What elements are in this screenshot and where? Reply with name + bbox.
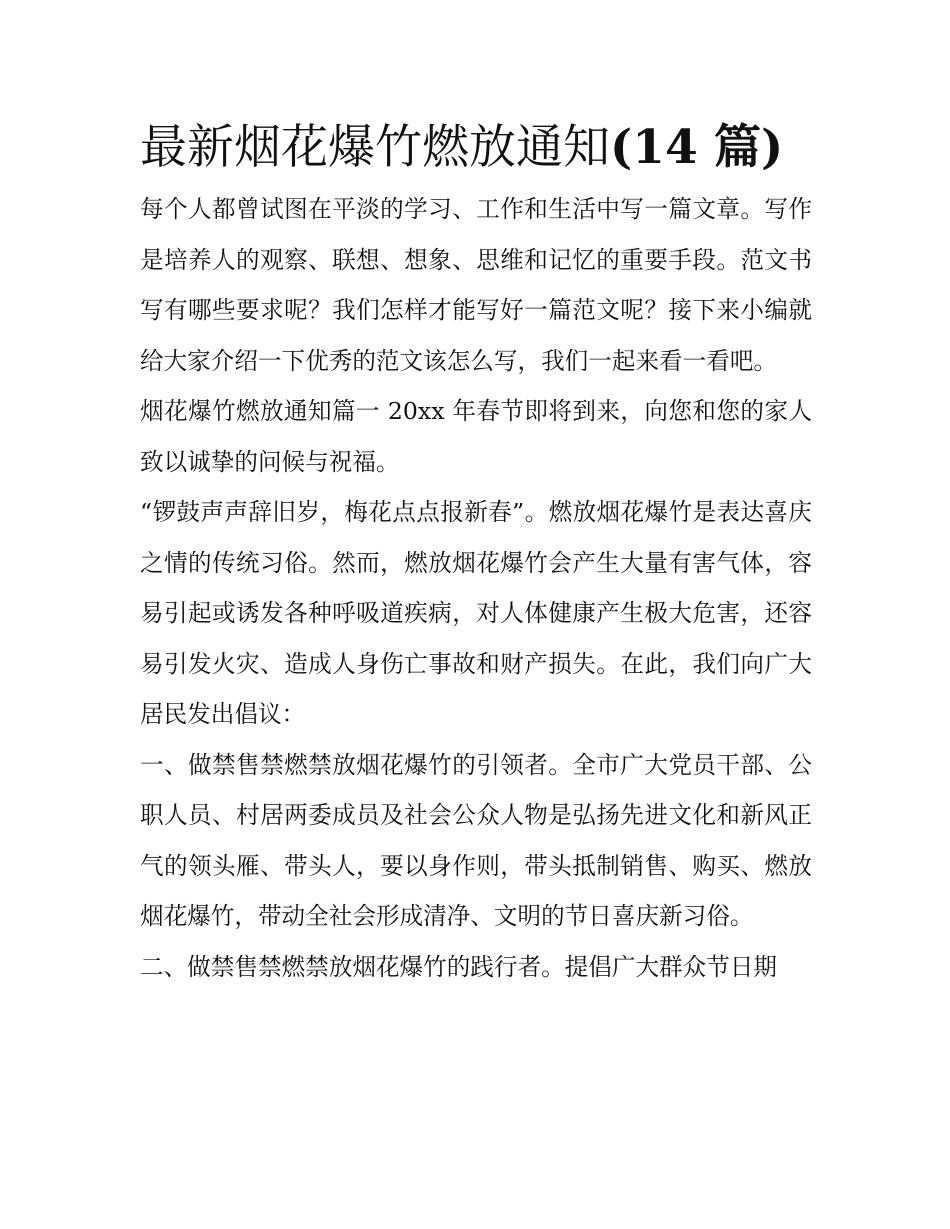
paragraph-notice-opening: 烟花爆竹燃放通知篇一 20xx 年春节即将到来，向您和您的家人致以诚挚的问候与祝福。 (140, 397, 812, 476)
document-body (140, 118, 812, 992)
document-title-main: 最新烟花爆竹燃放通知 (140, 120, 610, 175)
document-title (140, 118, 812, 178)
document-title-count: (14 篇) (610, 120, 784, 175)
paragraph-point-two: 二、做禁售禁燃禁放烟花爆竹的践行者。提倡广大群众节日期 (140, 952, 778, 981)
paragraph-point-one: 一、做禁售禁燃禁放烟花爆竹的引领者。全市广大党员干部、公职人员、村居两委成员及社会公众人物是弘扬先进文化和新风正气的领头雁、带头人，要以身作则，带头抵制销售、购买、燃放烟花爆竹，带动全社会形成清净、文明的节日喜庆新习俗。 (140, 750, 812, 930)
paragraph-tradition: “锣鼓声声辞旧岁，梅花点点报新春”。燃放烟花爆竹是表达喜庆之情的传统习俗。然而，燃放烟花爆竹会产生大量有害气体，容易引起或诱发各种呼吸道疾病，对人体健康产生极大危害，还容易引发火灾、造成人身伤亡事故和财产损失。在此，我们向广大居民发出倡议： (140, 498, 812, 728)
paragraph-intro: 每个人都曾试图在平淡的学习、工作和生活中写一篇文章。写作是培养人的观察、联想、想象、思维和记忆的重要手段。范文书写有哪些要求呢？我们怎样才能写好一篇范文呢？接下来小编就给大家介绍一下优秀的范文该怎么写，我们一起来看一看吧。 (140, 195, 812, 375)
